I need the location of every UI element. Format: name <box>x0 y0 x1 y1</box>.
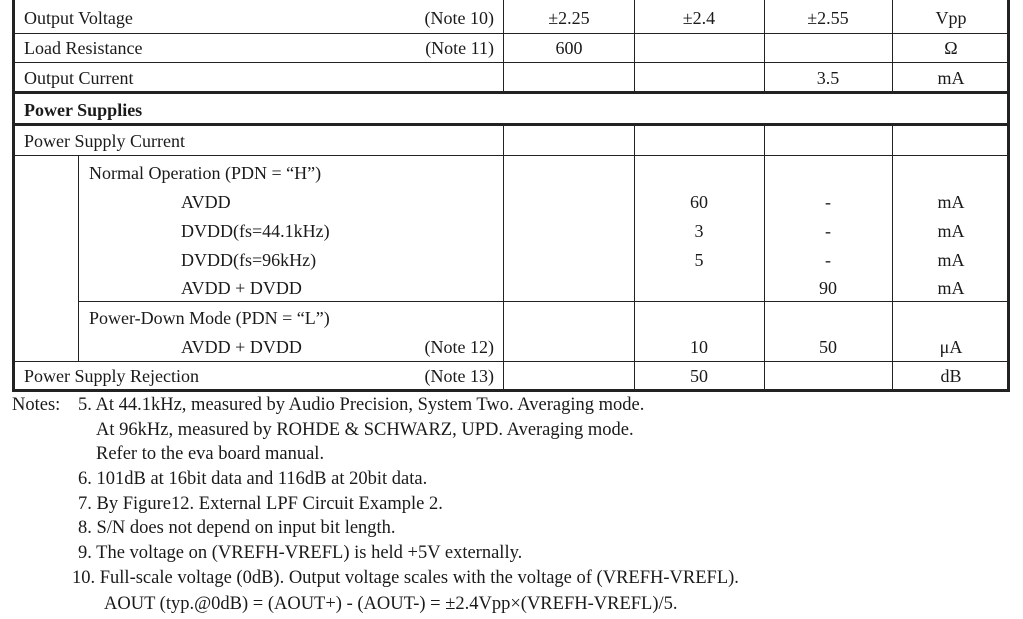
note-line: 6. 101dB at 16bit data and 116dB at 20bit data. <box>78 469 428 489</box>
sum-label: AVDD + DVDD <box>181 278 302 298</box>
table-border-bottom <box>12 389 1010 392</box>
note-line: At 96kHz, measured by ROHDE & SCHWARZ, UPD. Averaging mode. <box>96 420 634 440</box>
dvdd96-typ: 5 <box>694 250 704 270</box>
row-line-pd-end <box>12 361 1010 362</box>
output-current-max: 3.5 <box>816 68 840 88</box>
section-line-top <box>12 91 1010 94</box>
note-line: Refer to the eva board manual. <box>96 444 325 464</box>
dvdd96-max: - <box>825 250 831 270</box>
note-line: 7. By Figure12. External LPF Circuit Example 2. <box>78 494 443 514</box>
dvdd441-unit: mA <box>937 221 965 241</box>
sum-max: 90 <box>819 278 837 298</box>
col-line-max-top <box>764 0 765 94</box>
output-voltage-note: (Note 10) <box>424 8 494 28</box>
load-resistance-note: (Note 11) <box>425 38 494 58</box>
avdd-typ: 60 <box>690 192 708 212</box>
load-resistance-min: 600 <box>555 38 583 58</box>
col-line-unit <box>892 126 893 392</box>
output-current-label: Output Current <box>24 68 134 88</box>
note-line: 9. The voltage on (VREFH-VREFL) is held +5V externally. <box>78 543 523 563</box>
sum-unit: mA <box>937 278 965 298</box>
load-resistance-unit: Ω <box>944 38 958 58</box>
table-border-right <box>1007 0 1010 392</box>
pd-sum-label: AVDD + DVDD <box>181 337 302 357</box>
avdd-unit: mA <box>937 192 965 212</box>
psr-note: (Note 13) <box>424 366 494 386</box>
col-line-min-top <box>503 0 504 94</box>
dvdd441-label: DVDD(fs=44.1kHz) <box>181 221 330 241</box>
output-current-unit: mA <box>937 68 965 88</box>
col-line-typ <box>634 126 635 392</box>
pd-sum-unit: μA <box>939 337 963 357</box>
col-line-typ-top <box>634 0 635 94</box>
row-line-psc <box>12 155 1010 156</box>
section-line-bottom <box>12 123 1010 126</box>
psr-label: Power Supply Rejection <box>24 366 199 386</box>
indent-line <box>78 156 79 362</box>
psc-label: Power Supply Current <box>24 131 185 151</box>
note-line: 8. S/N does not depend on input bit length. <box>78 518 396 538</box>
pd-sum-note: (Note 12) <box>424 337 494 357</box>
col-line-min <box>503 126 504 392</box>
dvdd441-max: - <box>825 221 831 241</box>
psr-unit: dB <box>940 366 962 386</box>
output-voltage-unit: Vpp <box>935 8 967 28</box>
normal-operation-label: Normal Operation (PDN = “H”) <box>89 163 322 183</box>
row-line-1 <box>12 33 1010 34</box>
pd-sum-max: 50 <box>819 337 837 357</box>
dvdd96-unit: mA <box>937 250 965 270</box>
table-border-left <box>12 0 15 392</box>
power-down-label: Power-Down Mode (PDN = “L”) <box>89 308 330 328</box>
pd-sum-typ: 10 <box>690 337 708 357</box>
row-line-normal-end <box>78 301 1010 302</box>
note-line: AOUT (typ.@0dB) = (AOUT+) - (AOUT-) = ±2.4Vpp×(VREFH-VREFL)/5. <box>104 594 678 614</box>
output-voltage-typ: ±2.4 <box>682 8 716 28</box>
avdd-label: AVDD <box>181 192 231 212</box>
load-resistance-label: Load Resistance <box>24 38 143 58</box>
dvdd441-typ: 3 <box>694 221 704 241</box>
output-voltage-min: ±2.25 <box>548 8 590 28</box>
row-line-2 <box>12 62 1010 63</box>
output-voltage-max: ±2.55 <box>807 8 849 28</box>
notes-prefix: Notes: <box>12 395 61 415</box>
note-line: 10. Full-scale voltage (0dB). Output voltage scales with the voltage of (VREFH-VREFL). <box>72 568 739 588</box>
col-line-unit-top <box>892 0 893 94</box>
psr-typ: 50 <box>690 366 708 386</box>
avdd-max: - <box>825 192 831 212</box>
col-line-max <box>764 126 765 392</box>
note-line: 5. At 44.1kHz, measured by Audio Precision, System Two. Averaging mode. <box>78 395 645 415</box>
output-voltage-label: Output Voltage <box>24 8 133 28</box>
dvdd96-label: DVDD(fs=96kHz) <box>181 250 317 270</box>
section-title: Power Supplies <box>24 100 143 120</box>
